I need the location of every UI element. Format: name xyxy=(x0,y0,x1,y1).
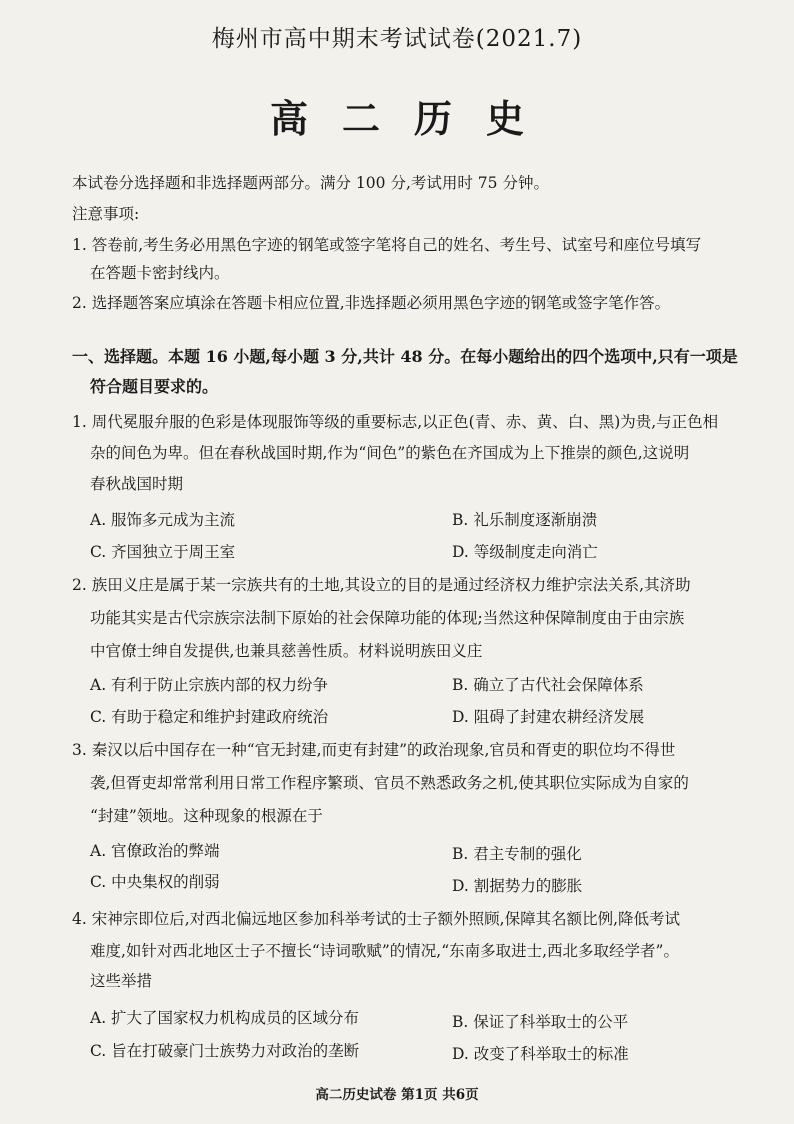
q2-option-b: B. 确立了古代社会保障体系 xyxy=(452,676,644,694)
subject-title: 高二历史 xyxy=(269,96,558,141)
section-1-heading: 一、选择题。本题 16 小题,每小题 3 分,共计 48 分。在每小题给出的四个选项中,只有一项是 xyxy=(72,347,738,366)
q4-option-a: A. 扩大了国家权力机构成员的区域分布 xyxy=(90,1009,360,1027)
page-footer: 高二历史试卷 第1页 共6页 xyxy=(315,1087,479,1103)
q1-option-b: B. 礼乐制度逐渐崩溃 xyxy=(452,511,598,529)
intro-text: 本试卷分选择题和非选择题两部分。满分 100 分,考试用时 75 分钟。 xyxy=(72,174,549,192)
q3-option-a: A. 官僚政治的弊端 xyxy=(90,842,220,860)
q3-option-d: D. 割据势力的膨胀 xyxy=(452,877,583,895)
q3-option-b: B. 君主专制的强化 xyxy=(452,845,582,863)
q2-line-3: 中官僚士绅自发提供,也兼具慈善性质。材料说明族田义庄 xyxy=(90,642,483,660)
q1-option-d: D. 等级制度走向消亡 xyxy=(452,543,598,561)
exam-title: 梅州市高中期末考试试卷(2021.7) xyxy=(211,26,583,52)
q4-line-1: 4. 宋神宗即位后,对西北偏远地区参加科举考试的士子额外照顾,保障其名额比例,降低考试 xyxy=(72,910,680,928)
q2-line-1: 2. 族田义庄是属于某一宗族共有的土地,其设立的目的是通过经济权力维护宗法关系,其济助 xyxy=(72,576,691,594)
q3-option-c: C. 中央集权的削弱 xyxy=(90,873,220,891)
q2-line-2: 功能其实是古代宗族宗法制下原始的社会保障功能的体现;当然这种保障制度由于由宗族 xyxy=(90,609,685,627)
note-2-line-1: 2. 选择题答案应填涂在答题卡相应位置,非选择题必须用黑色字迹的钢笔或签字笔作答。 xyxy=(72,294,671,312)
section-1-heading-cont: 符合题目要求的。 xyxy=(90,377,219,396)
q2-option-a: A. 有利于防止宗族内部的权力纷争 xyxy=(90,676,329,694)
q4-line-3: 这些举措 xyxy=(90,972,153,990)
q4-option-c: C. 旨在打破豪门士族势力对政治的垄断 xyxy=(90,1042,360,1060)
q3-line-2: 袭,但胥吏却常常利用日常工作程序繁琐、官员不熟悉政务之机,使其职位实际成为自家的 xyxy=(90,774,689,792)
q3-line-1: 3. 秦汉以后中国存在一种“官无封建,而吏有封建”的政治现象,官员和胥吏的职位均不得世 xyxy=(72,741,676,759)
q1-line-2: 杂的间色为卑。但在春秋战国时期,作为“间色”的紫色在齐国成为上下推崇的颜色,这说明 xyxy=(90,444,690,462)
q4-option-b: B. 保证了科举取士的公平 xyxy=(452,1013,629,1031)
q1-option-a: A. 服饰多元成为主流 xyxy=(90,511,236,529)
q4-option-d: D. 改变了科举取士的标准 xyxy=(452,1045,629,1063)
notes-heading: 注意事项: xyxy=(72,205,140,223)
q1-line-1: 1. 周代冕服弁服的色彩是体现服饰等级的重要标志,以正色(青、赤、黄、白、黑)为贵,与正色相 xyxy=(72,413,719,431)
note-1-line-2: 在答题卡密封线内。 xyxy=(90,264,230,282)
q3-line-3: “封建”领地。这种现象的根源在于 xyxy=(90,807,323,825)
q2-option-c: C. 有助于稳定和维护封建政府统治 xyxy=(90,708,329,726)
q1-line-3: 春秋战国时期 xyxy=(90,475,184,493)
q4-line-2: 难度,如针对西北地区士子不擅长“诗词歌赋”的情况,“东南多取进士,西北多取经学者”。 xyxy=(90,942,679,960)
q2-option-d: D. 阻碍了封建农耕经济发展 xyxy=(452,708,645,726)
q1-option-c: C. 齐国独立于周王室 xyxy=(90,543,236,561)
note-1-line-1: 1. 答卷前,考生务必用黑色字迹的钢笔或签字笔将自己的姓名、考生号、试室号和座位号填写 xyxy=(72,236,702,254)
